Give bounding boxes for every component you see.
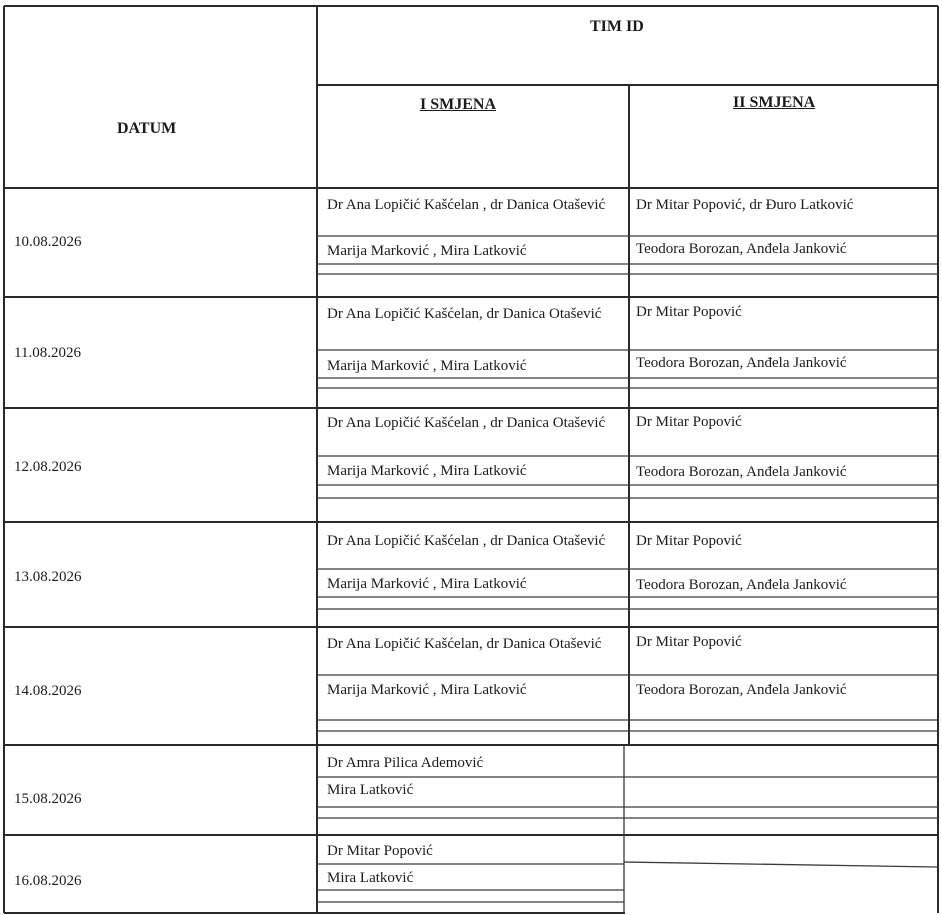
shift-2-nurses: Teodora Borozan, Anđela Janković	[636, 682, 847, 698]
date-cell: 11.08.2026	[14, 345, 81, 361]
shift-1-nurses: Marija Marković , Mira Latković	[327, 576, 527, 592]
shift-2-nurses: Teodora Borozan, Anđela Janković	[636, 355, 847, 371]
shift-1-nurses: Marija Marković , Mira Latković	[327, 243, 527, 259]
date-cell: 13.08.2026	[14, 569, 82, 585]
shift-2-nurses: Teodora Borozan, Anđela Janković	[636, 241, 847, 257]
tim-id-header: TIM ID	[590, 18, 644, 35]
date-cell: 12.08.2026	[14, 459, 82, 475]
shift-1-nurses: Marija Marković , Mira Latković	[327, 463, 527, 479]
shift-1-doctors: Dr Mitar Popović	[327, 843, 433, 859]
shift-1-nurses: Mira Latković	[327, 870, 414, 886]
shift-1-nurses: Marija Marković , Mira Latković	[327, 358, 527, 374]
shift-1-nurses: Mira Latković	[327, 782, 414, 798]
shift-2-nurses: Teodora Borozan, Anđela Janković	[636, 464, 847, 480]
shift-2-nurses: Teodora Borozan, Anđela Janković	[636, 577, 847, 593]
date-cell: 14.08.2026	[14, 683, 82, 699]
shift-1-nurses: Marija Marković , Mira Latković	[327, 682, 527, 698]
shift-1-doctors: Dr Amra Pilica Ademović	[327, 755, 484, 771]
shift-1-doctors: Dr Ana Lopičić Kašćelan , dr Danica Otašević	[327, 533, 606, 549]
shift-2-doctors: Dr Mitar Popović	[636, 414, 742, 430]
shift-1-doctors: Dr Ana Lopičić Kašćelan , dr Danica Otašević	[327, 197, 606, 213]
shift-1-doctors: Dr Ana Lopičić Kašćelan, dr Danica Otašević	[327, 636, 602, 652]
date-cell: 16.08.2026	[14, 873, 82, 889]
date-cell: 15.08.2026	[14, 791, 82, 807]
shift-1-header: I SMJENA	[420, 96, 497, 113]
date-cell: 10.08.2026	[14, 234, 82, 250]
shift-2-header: II SMJENA	[733, 94, 816, 111]
shift-2-doctors: Dr Mitar Popović	[636, 304, 742, 320]
datum-header: DATUM	[117, 120, 177, 137]
shift-2-doctors: Dr Mitar Popović	[636, 634, 742, 650]
shift-2-doctors: Dr Mitar Popović, dr Đuro Latković	[636, 197, 854, 213]
shift-2-doctors: Dr Mitar Popović	[636, 533, 742, 549]
shift-1-doctors: Dr Ana Lopičić Kašćelan , dr Danica Otašević	[327, 415, 606, 431]
shift-1-doctors: Dr Ana Lopičić Kašćelan, dr Danica Otašević	[327, 306, 602, 322]
